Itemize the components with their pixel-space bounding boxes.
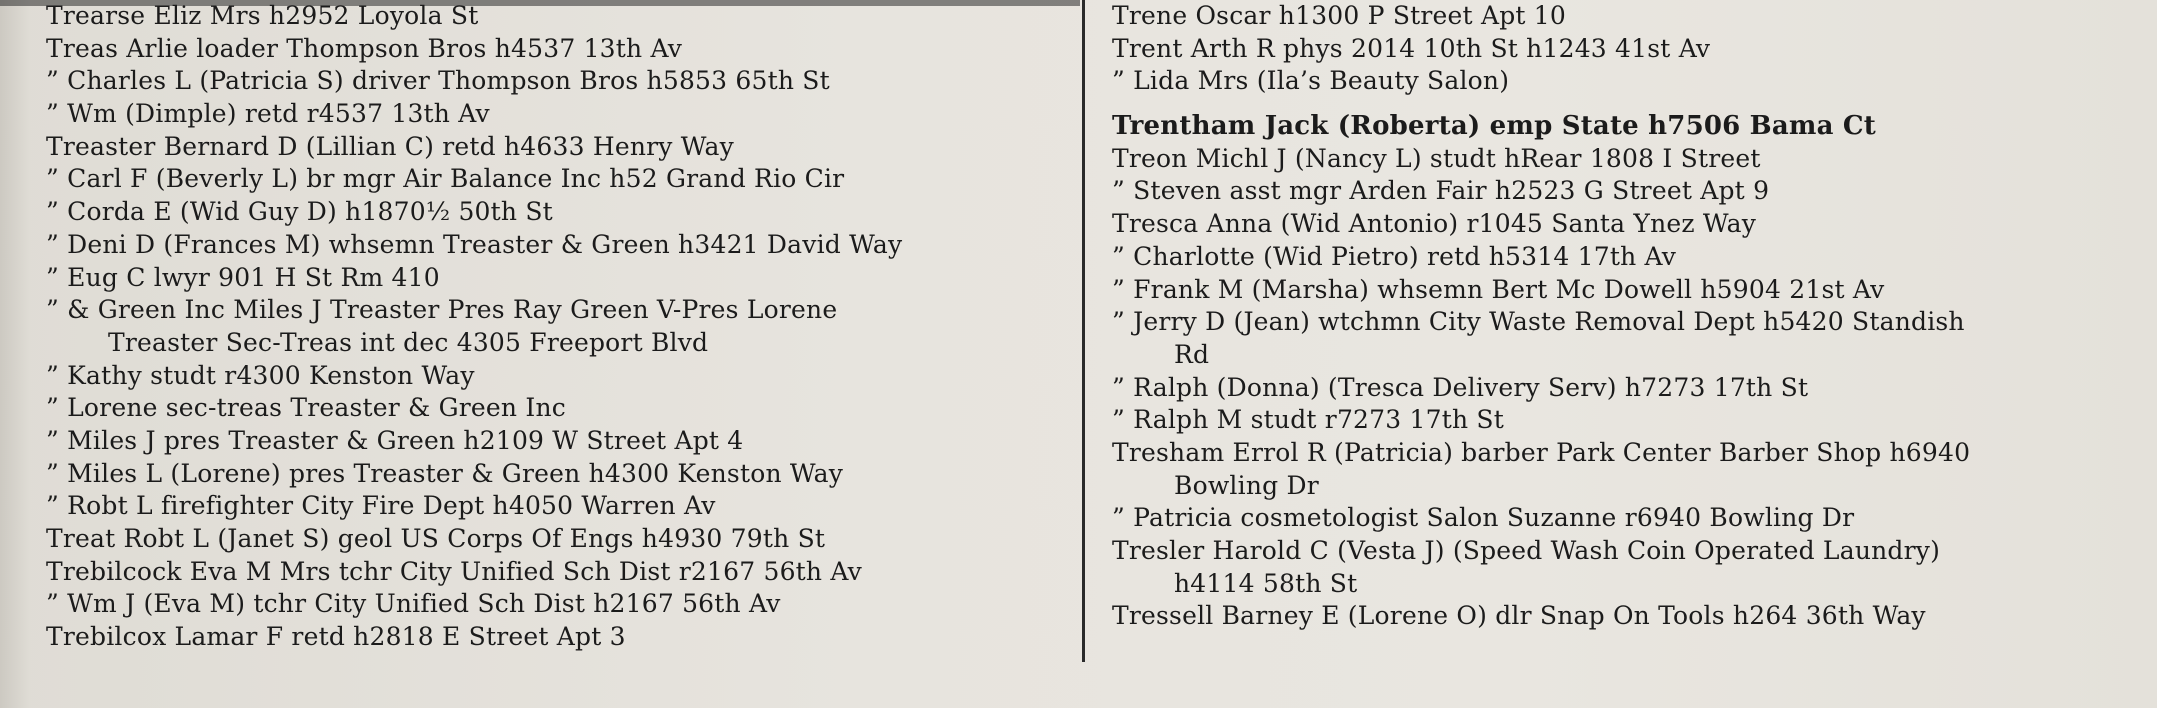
directory-line: ” Jerry D (Jean) wtchmn City Waste Removal Dept h5420 Standish (1112, 307, 1965, 337)
directory-line: ” Patricia cosmetologist Salon Suzanne r6940 Bowling Dr (1112, 503, 1855, 533)
directory-line: Trearse Eliz Mrs h2952 Loyola St (46, 1, 479, 30)
directory-line: ” Lorene sec-treas Treaster & Green Inc (46, 393, 566, 423)
directory-line: Trent Arth R phys 2014 10th St h1243 41st Av (1112, 33, 1711, 63)
directory-line: ” & Green Inc Miles J Treaster Pres Ray Green V-Pres Lorene (46, 295, 838, 325)
directory-line: ” Lida Mrs (Ila’s Beauty Salon) (1112, 66, 1510, 96)
directory-line: ” Frank M (Marsha) whsemn Bert Mc Dowell h5904 21st Av (1112, 274, 1885, 304)
directory-line: ” Carl F (Beverly L) br mgr Air Balance Inc h52 Grand Rio Cir (46, 164, 845, 194)
column-divider (1082, 0, 1085, 662)
directory-line: ” Ralph M studt r7273 17th St (1112, 405, 1504, 435)
directory-line-continuation: Bowling Dr (1174, 470, 1319, 500)
right-column (1112, 0, 2152, 633)
directory-line: Tresler Harold C (Vesta J) (Speed Wash Coin Operated Laundry) (1112, 536, 1941, 565)
directory-line: ” Robt L firefighter City Fire Dept h4050 Warren Av (46, 491, 716, 521)
directory-line: ” Kathy studt r4300 Kenston Way (46, 360, 475, 390)
left-column (46, 0, 1076, 654)
directory-line: ” Deni D (Frances M) whsemn Treaster & Green h3421 David Way (46, 229, 903, 259)
directory-line: Treas Arlie loader Thompson Bros h4537 13th Av (46, 33, 683, 63)
directory-line: ” Miles J pres Treaster & Green h2109 W Street Apt 4 (46, 425, 744, 455)
directory-line: Trebilcox Lamar F retd h2818 E Street Apt 3 (46, 622, 626, 652)
directory-line: Tresham Errol R (Patricia) barber Park Center Barber Shop h6940 (1112, 437, 1971, 467)
directory-line-continuation: Rd (1174, 339, 1210, 369)
directory-line: Treaster Bernard D (Lillian C) retd h4633 Henry Way (46, 131, 734, 161)
directory-line: Treat Robt L (Janet S) geol US Corps Of Engs h4930 79th St (46, 524, 826, 553)
directory-line: Tresca Anna (Wid Antonio) r1045 Santa Ynez Way (1112, 209, 1757, 239)
directory-line: ” Ralph (Donna) (Tresca Delivery Serv) h7273 17th St (1112, 372, 1809, 402)
directory-line: ” Charles L (Patricia S) driver Thompson Bros h5853 65th St (46, 66, 830, 96)
directory-line-continuation: Treaster Sec-Treas int dec 4305 Freeport Blvd (108, 327, 709, 357)
directory-line: ” Steven asst mgr Arden Fair h2523 G Street Apt 9 (1112, 176, 1770, 206)
page-edge-shadow (0, 0, 30, 708)
directory-line: ” Wm (Dimple) retd r4537 13th Av (46, 99, 490, 129)
directory-line: ” Miles L (Lorene) pres Treaster & Green h4300 Kenston Way (46, 458, 844, 488)
directory-line: Trene Oscar h1300 P Street Apt 10 (1112, 1, 1566, 30)
directory-line: Treon Michl J (Nancy L) studt hRear 1808 I Street (1112, 143, 1761, 173)
directory-line-continuation: h4114 58th St (1174, 568, 1358, 598)
directory-line: ” Corda E (Wid Guy D) h1870½ 50th St (46, 197, 553, 227)
directory-line: ” Eug C lwyr 901 H St Rm 410 (46, 262, 440, 292)
directory-line: Trebilcock Eva M Mrs tchr City Unified Sch Dist r2167 56th Av (46, 556, 862, 586)
directory-line: ” Charlotte (Wid Pietro) retd h5314 17th Av (1112, 241, 1677, 271)
directory-line: Tressell Barney E (Lorene O) dlr Snap On Tools h264 36th Way (1112, 601, 1926, 631)
directory-line-highlighted: Trentham Jack (Roberta) emp State h7506 Bama Ct (1112, 111, 1877, 142)
directory-line: ” Wm J (Eva M) tchr City Unified Sch Dist h2167 56th Av (46, 589, 781, 619)
